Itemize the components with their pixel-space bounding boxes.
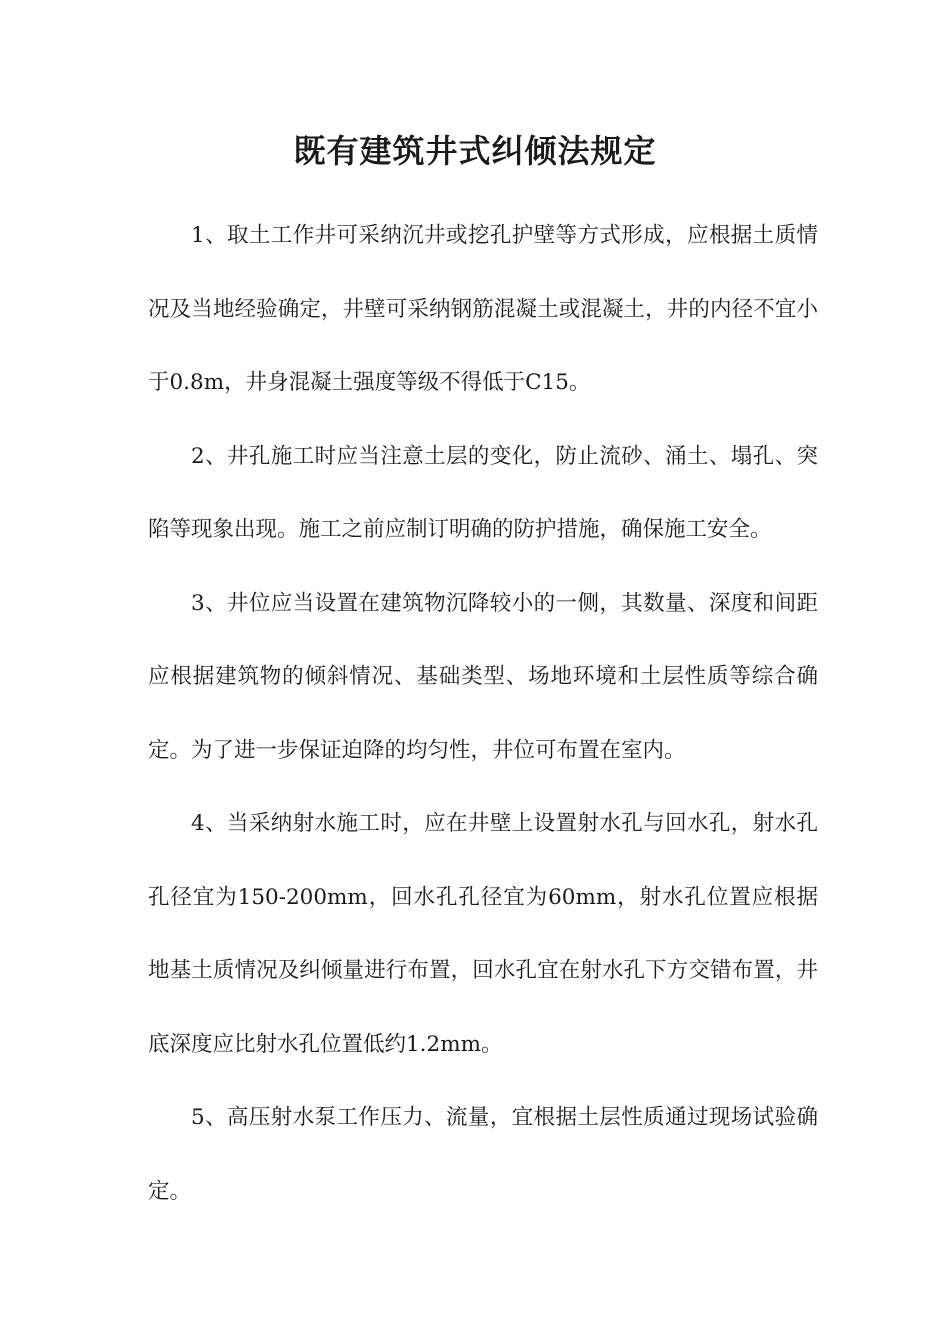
document-body: [148, 199, 818, 1228]
paragraph-2: 2、井孔施工时应当注意土层的变化，防止流砂、涌土、塌孔、突陷等现象出现。施工之前应制订明确的防护措施，确保施工安全。: [148, 443, 818, 542]
paragraph-5: 5、高压射水泵工作压力、流量，宜根据土层性质通过现场试验确定。: [148, 1105, 818, 1204]
paragraph-1: 1、取土工作井可采纳沉井或挖孔护壁等方式形成，应根据土质情况及当地经验确定，井壁可采纳钢筋混凝土或混凝土，井的内径不宜小于0.8m，井身混凝土强度等级不得低于C15。: [148, 223, 818, 395]
paragraph-3: 3、井位应当设置在建筑物沉降较小的一侧，其数量、深度和间距应根据建筑物的倾斜情况、基础类型、场地环境和土层性质等综合确定。为了进一步保证迫降的均匀性，井位可布置在室内。: [148, 590, 818, 763]
document-title: 既有建筑井式纠倾法规定: [293, 132, 657, 170]
paragraph-4: 4、当采纳射水施工时，应在井壁上设置射水孔与回水孔，射水孔孔径宜为150-200mm，回水孔孔径宜为60mm，射水孔位置应根据地基土质情况及纠倾量进行布置，回水孔宜在射水孔下方交错布置，井底深度应比射水孔位置低约1.2mm。: [148, 811, 818, 1057]
